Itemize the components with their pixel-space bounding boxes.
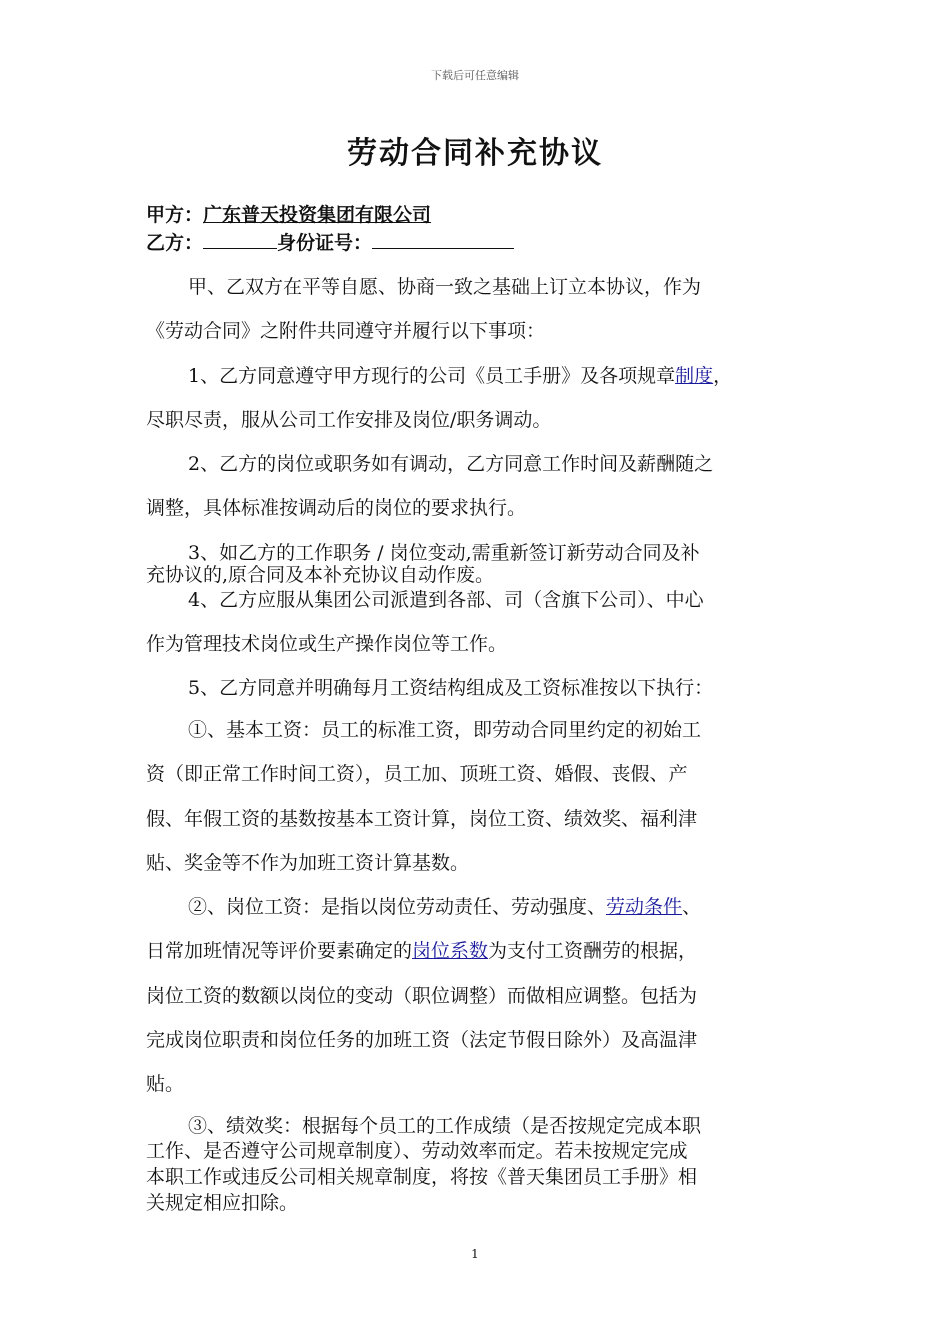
clause-2-line-2: 调整，具体标准按调动后的岗位的要求执行。	[146, 497, 527, 519]
item-2-line-2: 日常加班情况等评价要素确定的岗位系数为支付工资酬劳的根据，	[146, 940, 698, 962]
intro-line-1: 甲、乙双方在平等自愿、协商一致之基础上订立本协议，作为	[188, 276, 702, 298]
party-a-line	[146, 200, 431, 227]
item-3-line-3: 本职工作或违反公司相关规章制度，将按《普天集团员工手册》相	[146, 1166, 698, 1188]
party-a-label: 甲方：	[146, 204, 204, 226]
party-b-name-blank	[203, 230, 277, 249]
party-a-name: 广东普天投资集团有限公司	[203, 204, 432, 226]
header-note: 下载后可任意编辑	[431, 69, 519, 82]
clause-1-line-2: 尽职尽责，服从公司工作安排及岗位/职务调动。	[146, 409, 552, 431]
link-gangwei-xishu[interactable]: 岗位系数	[412, 940, 489, 962]
item-1-line-2: 资（即正常工作时间工资），员工加、顶班工资、婚假、丧假、产	[146, 763, 688, 785]
item-1-line-1: ①、基本工资：员工的标准工资，即劳动合同里约定的初始工	[188, 719, 702, 741]
clause-2-line-1: 2、乙方的岗位或职务如有调动，乙方同意工作时间及薪酬随之	[188, 453, 714, 475]
link-laodong-tiaojian[interactable]: 劳动条件	[606, 896, 683, 918]
party-b-id-blank	[372, 230, 514, 249]
item-2-line-1: ②、岗位工资：是指以岗位劳动责任、劳动强度、劳动条件、	[188, 896, 702, 918]
clause-4-line-1: 4、乙方应服从集团公司派遣到各部、司（含旗下公司）、中心	[188, 589, 704, 611]
clause-3-line-2: 充协议的,原合同及本补充协议自动作废。	[146, 564, 495, 586]
page-number: 1	[471, 1247, 479, 1261]
clause-1-line-1: 1、乙方同意遵守甲方现行的公司《员工手册》及各项规章制度，	[188, 365, 733, 387]
item-2-line-5: 贴。	[146, 1073, 185, 1095]
link-zhidu[interactable]: 制度	[675, 365, 714, 387]
party-b-id-label: 身份证号：	[277, 232, 373, 254]
clause-4-line-2: 作为管理技术岗位或生产操作岗位等工作。	[146, 633, 508, 655]
clause-3-line-1: 3、如乙方的工作职务 / 岗位变动,需重新签订新劳动合同及补	[188, 542, 700, 564]
item-1-line-4: 贴、奖金等不作为加班工资计算基数。	[146, 852, 470, 874]
item-2-line-4: 完成岗位职责和岗位任务的加班工资（法定节假日除外）及高温津	[146, 1029, 698, 1051]
party-b-line	[146, 228, 514, 255]
item-2-line-3: 岗位工资的数额以岗位的变动（职位调整）而做相应调整。包括为	[146, 985, 698, 1007]
clause-5: 5、乙方同意并明确每月工资结构组成及工资标准按以下执行：	[188, 677, 714, 699]
document-title: 劳动合同补充协议	[347, 136, 603, 171]
item-1-line-3: 假、年假工资的基数按基本工资计算，岗位工资、绩效奖、福利津	[146, 808, 698, 830]
intro-line-2: 《劳动合同》之附件共同遵守并履行以下事项：	[146, 320, 546, 342]
item-3-line-4: 关规定相应扣除。	[146, 1192, 299, 1214]
item-3-line-2: 工作、是否遵守公司规章制度）、劳动效率而定。若未按规定完成	[146, 1140, 688, 1162]
item-3-line-1: ③、绩效奖：根据每个员工的工作成绩（是否按规定完成本职	[188, 1115, 702, 1137]
party-b-label: 乙方：	[146, 232, 204, 254]
